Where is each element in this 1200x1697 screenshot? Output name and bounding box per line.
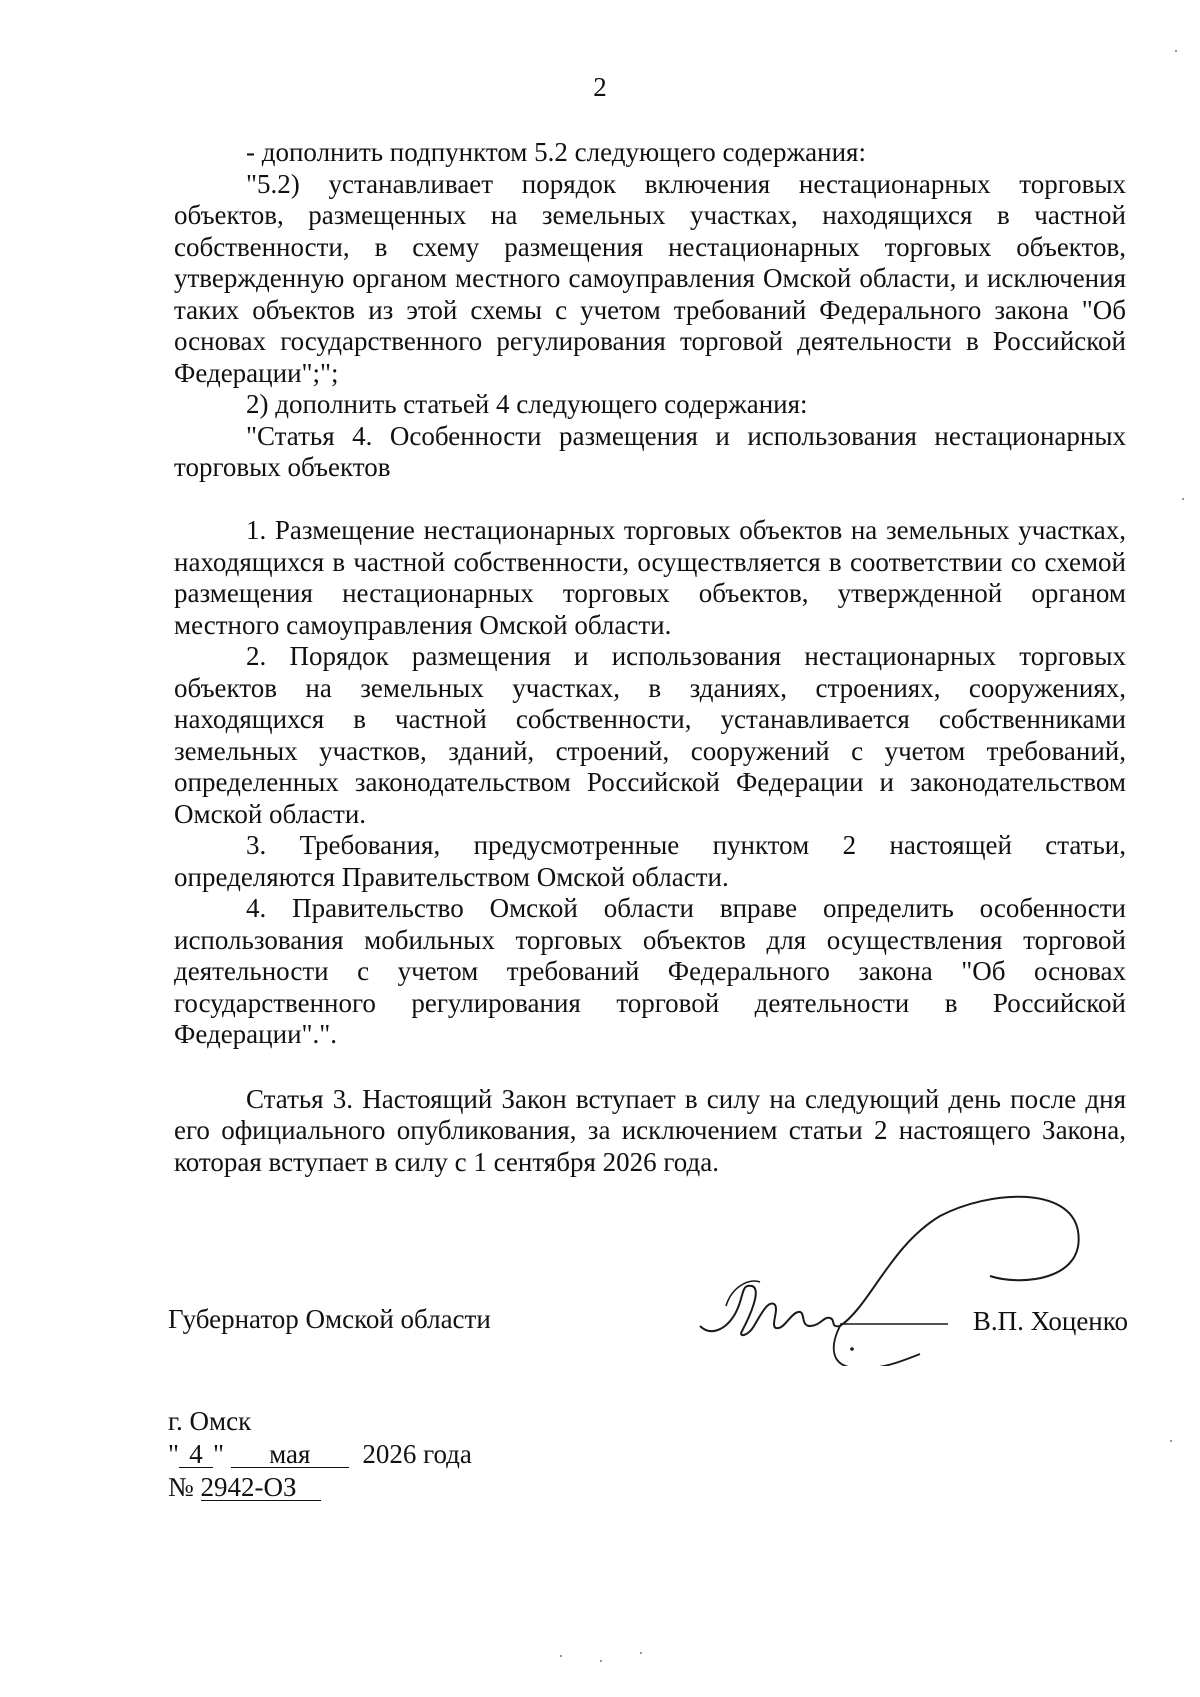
document-body <box>174 137 1126 1178</box>
date-line <box>168 1438 472 1471</box>
paragraph-subclause-5-2: "5.2) устанавливает порядок включения нестационарных торговых объектов, размещенных на земельных участках, находящихся в частной собственности, в схему размещения нестационарных торговых объектов, утвержденную органом местного самоуправления Омской области, и исключения таких объектов из этой схемы с учетом требований Федерального закона "Об основах государственного регулирования торговой деятельности в Российской Федерации";"; <box>174 168 1126 388</box>
law-number: 2942-ОЗ <box>201 1474 321 1501</box>
scan-speck <box>640 1652 642 1654</box>
scan-speck <box>1175 50 1177 52</box>
article-4-item-4: 4. Правительство Омской области вправе определить особенности использования мобильных торговых объектов для осуществления торговой деятельности с учетом требований Федерального закона "Об основах государственного регулирования торговой деятельности в Российской Федерации".". <box>174 893 1126 1049</box>
signatory-title: Губернатор Омской области <box>168 1304 491 1334</box>
article-4-heading: "Статья 4. Особенности размещения и использования нестационарных торговых объектов <box>174 420 1126 482</box>
signature-block <box>168 1304 1128 1364</box>
scan-speck <box>560 1655 562 1657</box>
date-close-quote: " <box>213 1439 225 1469</box>
date-day: 4 <box>179 1441 213 1468</box>
document-footer <box>168 1405 472 1504</box>
scan-speck <box>600 1660 602 1662</box>
date-year: 2026 года <box>362 1439 472 1469</box>
signatory-name: В.П. Хоценко <box>972 1306 1128 1336</box>
city-line: г. Омск <box>168 1406 252 1436</box>
article-4-item-3: 3. Требования, предусмотренные пунктом 2 настоящей статьи, определяются Правительством Омской области. <box>174 830 1126 892</box>
article-4-item-1: 1. Размещение нестационарных торговых объектов на земельных участках, находящихся в частной собственности, осуществляется в соответствии со схемой размещения нестационарных торговых объектов, утвержденной органом местного самоуправления Омской области. <box>174 515 1126 640</box>
article-4-item-2: 2. Порядок размещения и использования нестационарных торговых объектов на земельных участках, в зданиях, строениях, сооружениях, находящихся в частной собственности, устанавливается собственниками земельных участков, зданий, строений, сооружений с учетом требований, определенных законодательством Российской Федерации и законодательством Омской области. <box>174 641 1126 829</box>
date-open-quote: " <box>168 1439 180 1469</box>
paragraph-amendment-intro: - дополнить подпунктом 5.2 следующего содержания: <box>246 137 866 167</box>
date-month: мая <box>231 1441 349 1468</box>
scan-speck <box>1182 498 1184 500</box>
article-3-entry-into-force: Статья 3. Настоящий Закон вступает в силу на следующий день после дня его официального опубликования, за исключением статьи 2 настоящего Закона, которая вступает в силу с 1 сентября 2026 года. <box>174 1083 1126 1177</box>
number-sign: № <box>168 1472 194 1502</box>
page-number: 2 <box>593 72 607 102</box>
paragraph-add-article-4: 2) дополнить статьей 4 следующего содержания: <box>246 389 808 419</box>
law-number-line <box>168 1471 472 1504</box>
scan-speck <box>1170 1440 1172 1442</box>
